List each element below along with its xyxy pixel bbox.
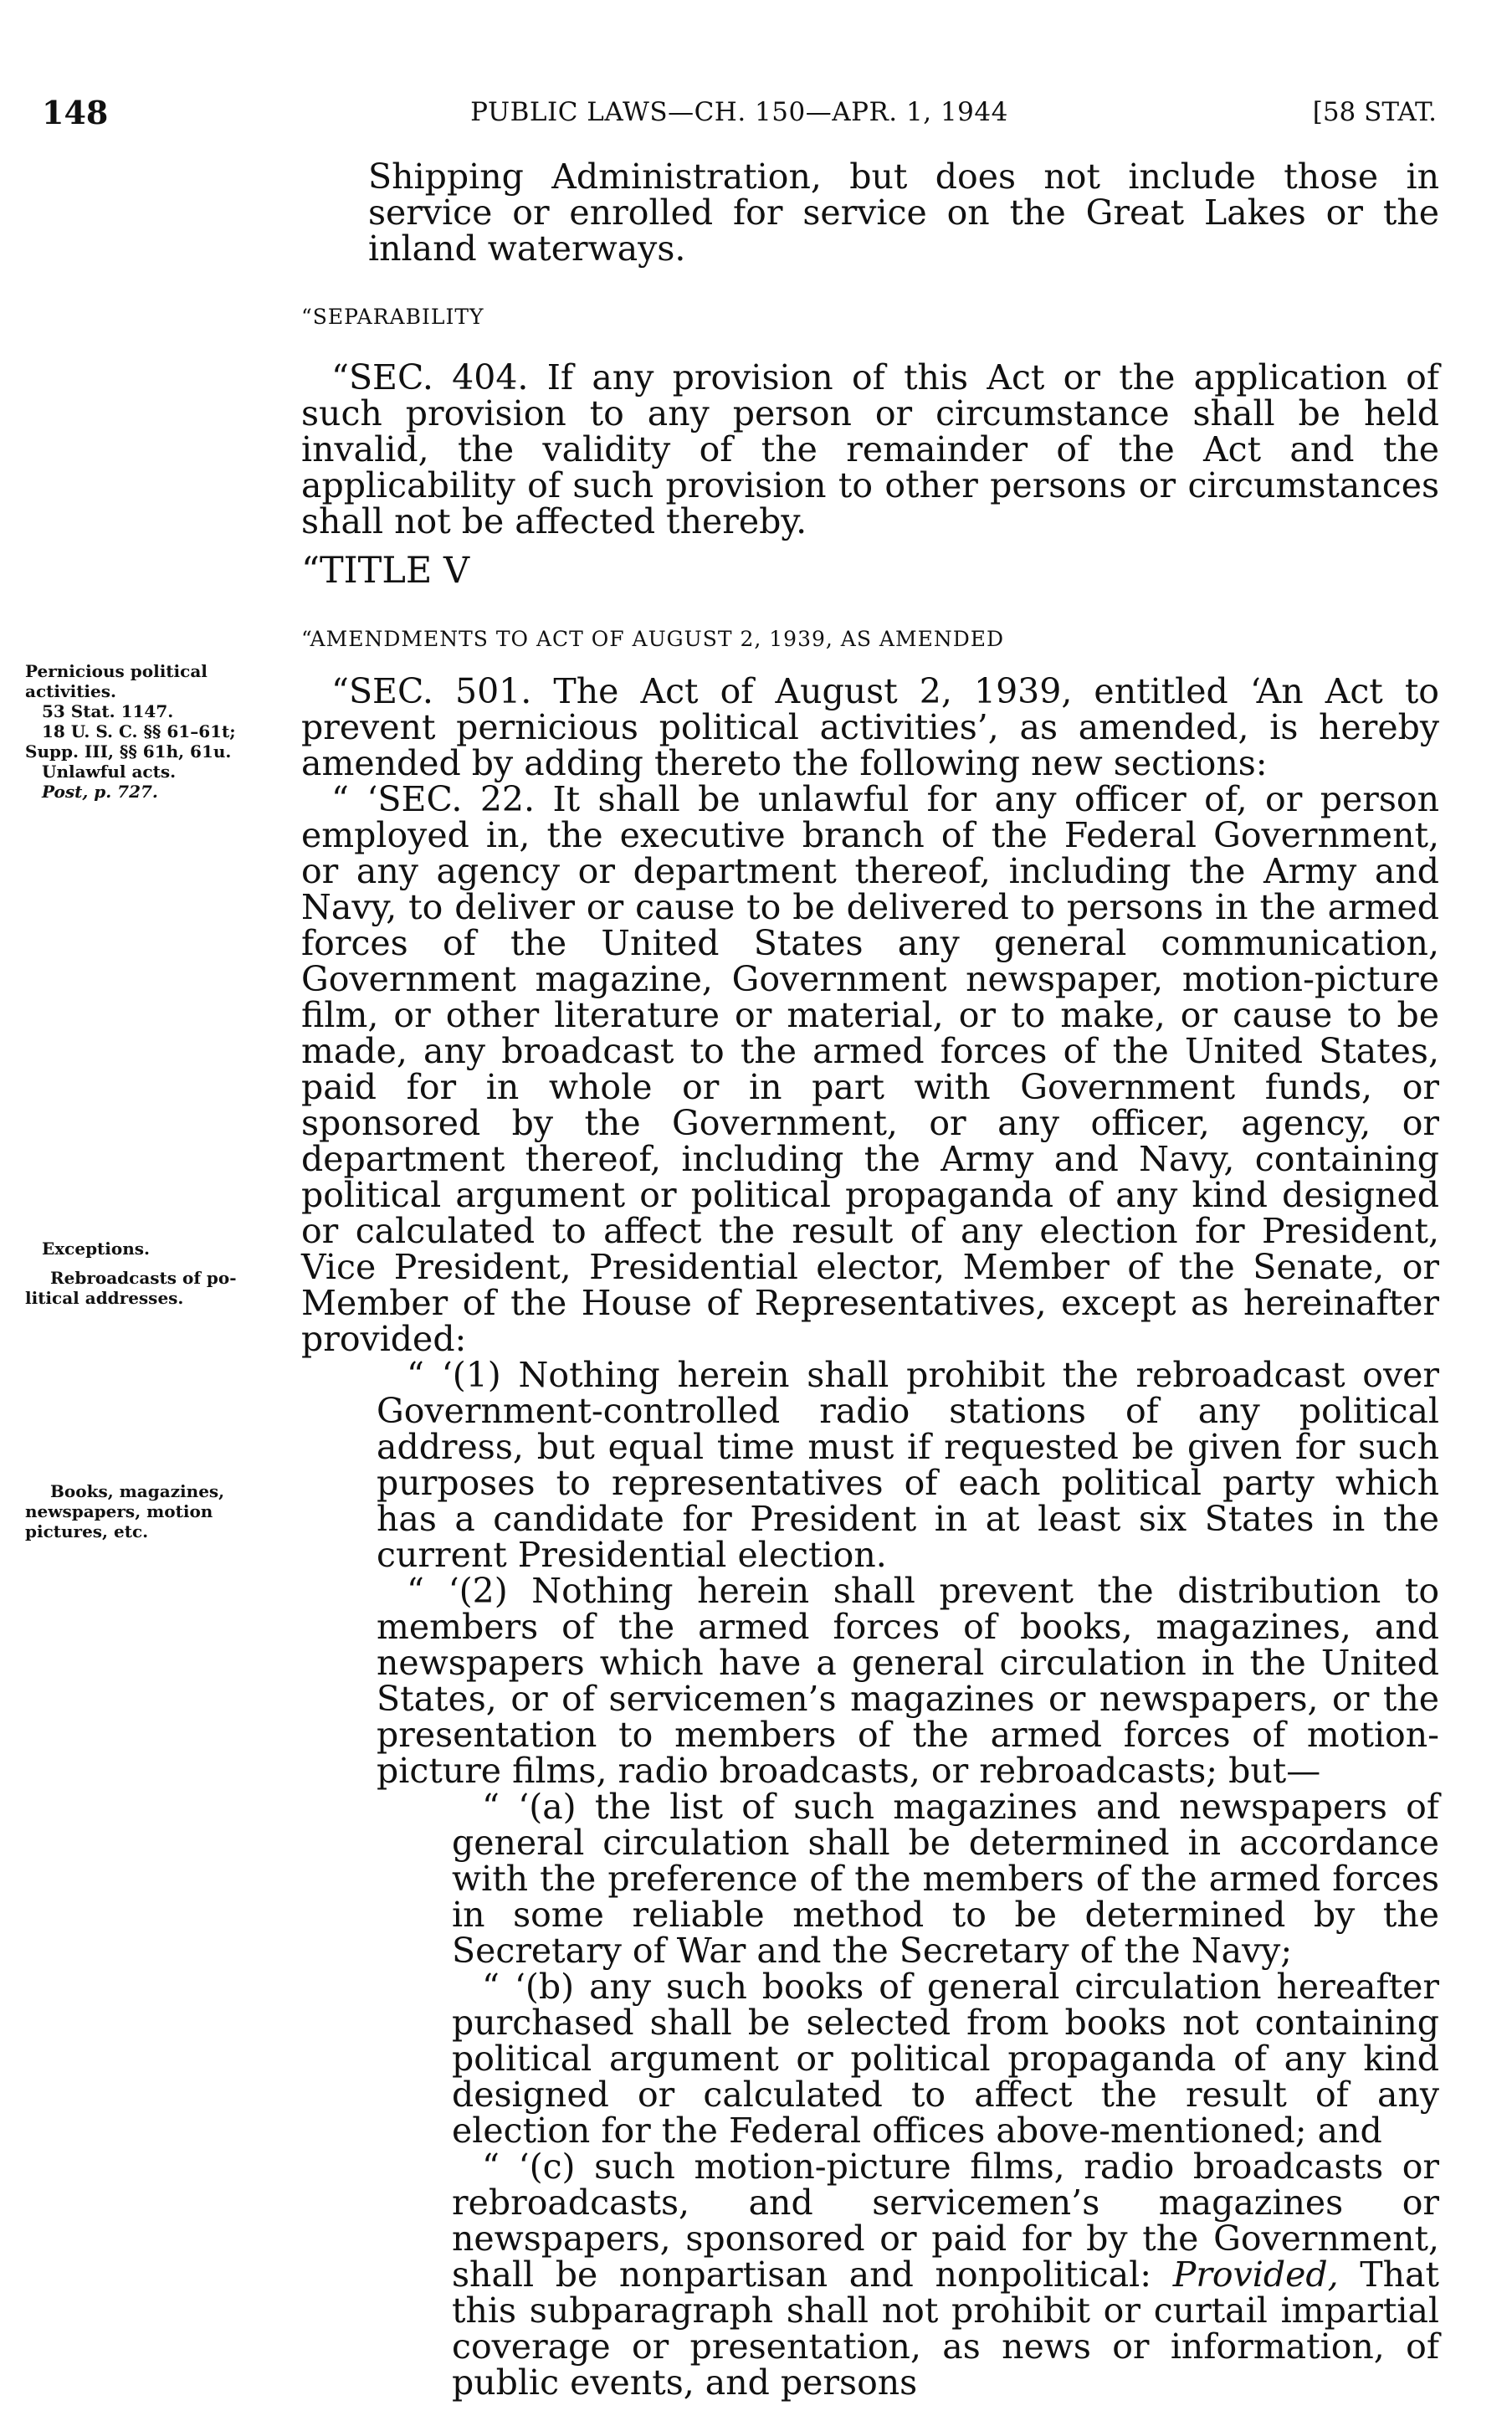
paragraph-sec-501: “SEC. 501. The Act of August 2, 1939, entitled ‘An Act to prevent pernicious political activities’, as amended, is hereby amended by adding thereto the following new sections: — [301, 671, 1439, 783]
margin-note-exceptions — [25, 1239, 301, 1259]
page-header — [42, 94, 1437, 136]
paragraph-item-b: “ ‘(b) any such books of general circulation hereafter purchased shall be selected from books not containing political argument or political propaganda of any kind designed or calculated to affect the result of any election for the Federal offices above-mentioned; and — [452, 1967, 1439, 2151]
margin-note-rebroadcasts — [25, 1268, 301, 1308]
running-title: PUBLIC LAWS—CH. 150—APR. 1, 1944 — [470, 97, 1008, 127]
margin-line: Exceptions. — [42, 1239, 150, 1259]
paragraph-item-2: “ ‘(2) Nothing herein shall prevent the distribution to members of the armed forces of books, magazines, and newspapers which have a general circulation in the United States, or of servicemen’s magazines or newspapers, or the presentation to members of the armed forces of motion-picture films, radio broadcasts, or rebroadcasts; but— — [377, 1571, 1439, 1791]
heading-separability: “SEPARABILITY — [301, 305, 484, 329]
item-c-text: “ ‘(c) such motion-picture films, radio broadcasts or rebroadcasts, and servicemen’s magazines or newspapers, sponsored or paid for by the Government, shall be nonpartisan and nonpolitical: — [452, 2147, 1439, 2295]
margin-line: pictures, etc. — [25, 1521, 149, 1541]
item-c-text-end: That this subparagraph shall not prohibit or curtail impartial coverage or presentation, as news or information, of public events, and persons — [452, 2254, 1439, 2403]
paragraph-item-1: “ ‘(1) Nothing herein shall prohibit the rebroadcast over Government-controlled radio stations of any political address, but equal time must if requested be given for such purposes to representatives of each political party which has a candidate for President in at least six States in the current Presidential election. — [377, 1355, 1439, 1575]
margin-line: Post, p. 727. — [42, 782, 158, 802]
paragraph-sec-22: “ ‘SEC. 22. It shall be unlawful for any officer of, or person employed in, the executive branch of the Federal Government, or any agency or department thereof, including the Army and Navy, to deliver or cause to be delivered to persons in the armed forces of the United States any general communication, Government magazine, Government newspaper, motion-picture film, or other literature or material, or to make, or cause to be made, any broadcast to the armed forces of the United States, paid for in whole or in part with Government funds, or sponsored by the Government, or any officer, agency, or department thereof, including the Army and Navy, containing political argument or political propaganda of any kind designed or calculated to affect the result of any election for President, Vice President, Presidential elector, Member of the Senate, or Member of the House of Representatives, except as hereinafter provided: — [301, 779, 1439, 1359]
margin-line: newspapers, motion — [25, 1501, 213, 1521]
margin-line: 18 U. S. C. §§ 61–61t; — [42, 721, 236, 741]
volume-label: [58 STAT. — [1312, 97, 1437, 127]
margin-note-books — [25, 1481, 301, 1541]
margin-line: Supp. III, §§ 61h, 61u. — [25, 741, 232, 762]
heading-title-v: “TITLE V — [301, 550, 469, 592]
margin-line: Books, magazines, — [50, 1481, 225, 1501]
margin-note-pernicious — [25, 661, 301, 802]
item-c-provided: Provided, — [1172, 2254, 1339, 2295]
paragraph-item-a: “ ‘(a) the list of such magazines and newspapers of general circulation shall be determined in accordance with the preference of the members of the armed forces in some reliable method to be determined by the Secretary of War and the Secretary of the Navy; — [452, 1787, 1439, 1971]
margin-line: Unlawful acts. — [42, 762, 177, 782]
page-number: 148 — [42, 94, 109, 131]
main-text — [301, 156, 1439, 2403]
paragraph-item-c — [301, 2149, 1439, 2401]
margin-line: 53 Stat. 1147. — [42, 701, 174, 721]
heading-amendments: “AMENDMENTS TO ACT OF AUGUST 2, 1939, AS AMENDED — [301, 627, 1005, 651]
margin-line: Rebroadcasts of po- — [50, 1268, 237, 1288]
margin-line: litical addresses. — [25, 1288, 184, 1308]
paragraph-sec-404: “SEC. 404. If any provision of this Act or the application of such provision to any person or circumstance shall be held invalid, the validity of the remainder of the Act and the applicability of such provision to other persons or circumstances shall not be affected thereby. — [301, 357, 1439, 541]
paragraph-shipping: Shipping Administration, but does not include those in service or enrolled for service on the Great Lakes or the inland waterways. — [368, 156, 1439, 269]
margin-line: Pernicious political — [25, 661, 208, 681]
margin-line: activities. — [25, 681, 116, 701]
